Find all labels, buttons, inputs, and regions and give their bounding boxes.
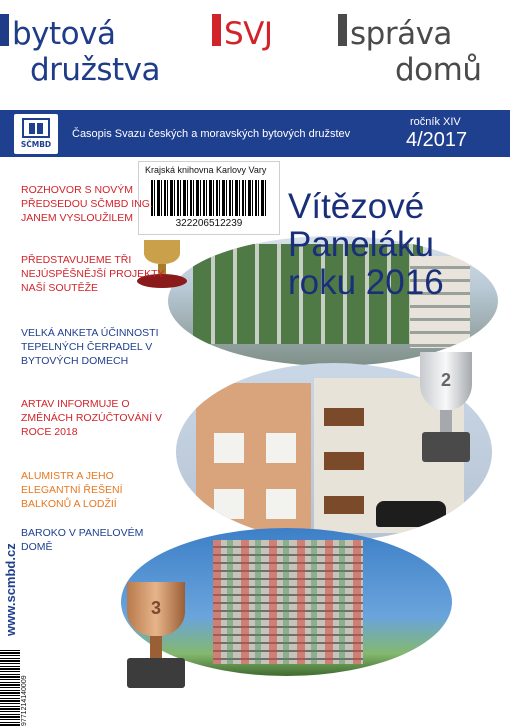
trophy-third-number: 3 bbox=[150, 598, 161, 618]
library-name: Krajská knihovna Karlovy Vary bbox=[145, 165, 267, 175]
barcode-number: 322206512239 bbox=[175, 218, 243, 229]
logo-text: SČMBD bbox=[20, 140, 52, 149]
red-bar bbox=[212, 14, 221, 46]
masthead-center: SVJ bbox=[224, 16, 273, 52]
building-icon bbox=[22, 118, 50, 138]
issue-number: 4/2017 bbox=[406, 129, 468, 151]
article-teaser: BAROKO V PANELOVÉM DOMĚ bbox=[21, 527, 144, 553]
issn-number: 9771214140009 bbox=[21, 675, 28, 726]
car-photo bbox=[376, 501, 446, 527]
article-teaser: ARTAV INFORMUJE O ZMĚNÁCH ROZÚČTOVÁNÍ V ROCE 2018 bbox=[21, 398, 162, 438]
article-teaser: PŘEDSTAVUJEME TŘI NEJÚSPĚŠNĚJŠÍ PROJEKTY NAŠÍ SOUTĚŽE bbox=[21, 254, 165, 294]
volume-label: ročník XIV bbox=[410, 116, 461, 128]
trophy-third-icon bbox=[118, 582, 194, 690]
article-teaser: ALUMISTR A JEHO ELEGANTNÍ ŘEŠENÍ BALKONŮ A LODŽIÍ bbox=[21, 470, 123, 510]
masthead bbox=[0, 0, 510, 110]
masthead-left-line1: bytová bbox=[12, 16, 116, 52]
issn-barcode-icon bbox=[0, 650, 20, 727]
scmbd-logo bbox=[14, 114, 58, 154]
headline-line2: Paneláku bbox=[288, 225, 434, 264]
building-photo bbox=[196, 383, 311, 533]
trophy-second-icon bbox=[412, 352, 480, 464]
masthead-right-line1: správa bbox=[350, 16, 452, 52]
building-photo bbox=[213, 540, 363, 664]
website-url: www.scmbd.cz bbox=[3, 543, 18, 636]
article-teaser: ROZHOVOR S NOVÝM PŘEDSEDOU SČMBD ING. JANEM VYSLOUŽILEM bbox=[21, 184, 153, 224]
cover-headline bbox=[288, 188, 444, 302]
masthead-left-line2: družstva bbox=[30, 52, 160, 88]
masthead-right-line2: domů bbox=[395, 52, 482, 88]
headline-line1: Vítězové bbox=[288, 187, 425, 226]
trophy-second-number: 2 bbox=[440, 370, 451, 390]
tagline: Časopis Svazu českých a moravských bytových družstev bbox=[72, 128, 351, 140]
headline-line3: roku 2016 bbox=[288, 263, 444, 302]
article-teaser: VELKÁ ANKETA ÚČINNOSTI TEPELNÝCH ČERPADEL V BYTOVÝCH DOMECH bbox=[21, 327, 159, 367]
gray-bar bbox=[338, 14, 347, 46]
blue-bar bbox=[0, 14, 9, 46]
